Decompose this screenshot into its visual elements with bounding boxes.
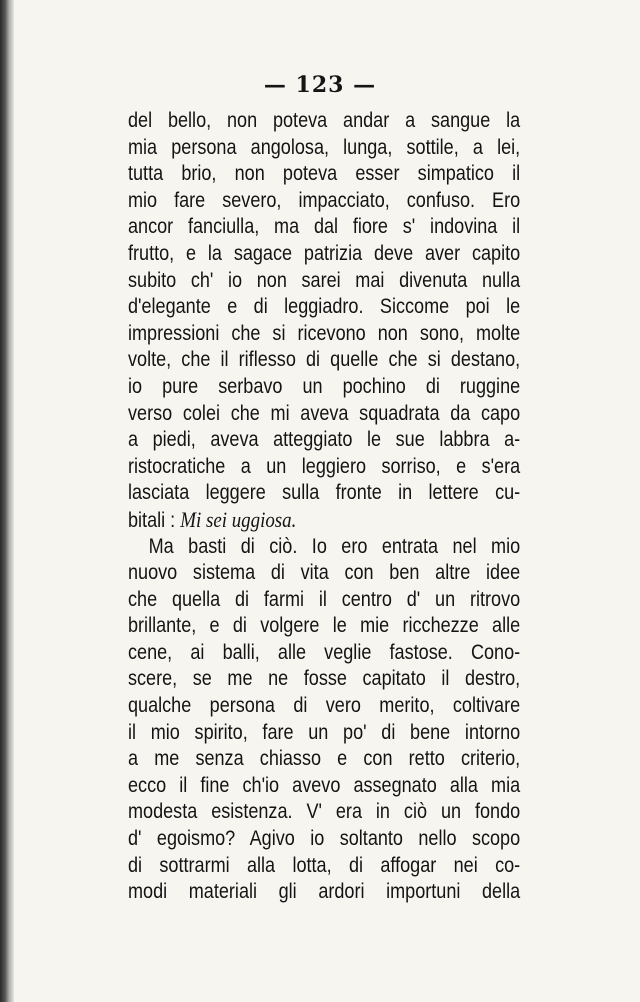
text-line: nuovo sistema di vita con ben altre idee — [128, 561, 521, 585]
text-line: brillante, e di volgere le mie ricchezze alle — [128, 614, 521, 638]
text-line: ancor fanciulla, ma dal fiore s' indovina il — [128, 215, 521, 239]
text-line: di sottrarmi alla lotta, di affogar nei co- — [128, 853, 521, 877]
text-line: che quella di farmi il centro d' un ritrovo — [128, 587, 521, 611]
text-line: d'elegante e di leggiadro. Siccome poi le — [128, 295, 521, 319]
text-line: mia persona angolosa, lunga, sottile, a lei, — [128, 135, 521, 159]
text-line: d' egoismo? Agivo io soltanto nello scopo — [128, 827, 521, 851]
page-number: — 123 — — [263, 72, 377, 98]
text-line: Ma basti di ciò. Io ero entrata nel mio — [148, 534, 521, 558]
text-line: a piedi, aveva atteggiato le sue labbra a- — [128, 428, 521, 452]
text-line: subito ch' io non sarei mai divenuta nulla — [128, 268, 521, 292]
text-line: modi materiali gli ardori importuni della — [128, 880, 521, 904]
text-line-final — [128, 507, 520, 534]
text-line: io pure serbavo un pochino di ruggine — [128, 374, 521, 398]
text-line: mio fare severo, impacciato, confuso. Ero — [128, 188, 521, 212]
text-line: scere, se me ne fosse capitato il destro, — [128, 667, 521, 691]
text-line: impressioni che si ricevono non sono, molte — [128, 321, 521, 345]
text-line: volte, che il riflesso di quelle che si destano, — [128, 348, 521, 372]
text-line: frutto, e la sagace patrizia deve aver capito — [128, 241, 521, 265]
text-fragment: bitali : — [128, 508, 176, 532]
text-line: verso colei che mi aveva squadrata da capo — [128, 401, 521, 425]
text-line: il mio spirito, fare un po' di bene intorno — [128, 720, 521, 744]
paragraph-1 — [128, 108, 520, 534]
text-line: qualche persona di vero merito, coltivare — [128, 694, 521, 718]
body-text — [128, 108, 520, 906]
text-line: ristocratiche a un leggiero sorriso, e s'era — [128, 454, 521, 478]
text-line: ecco il fine ch'io avevo assegnato alla mia — [128, 773, 521, 797]
text-line: lasciata leggere sulla fronte in lettere cu- — [128, 481, 521, 505]
paragraph-2 — [128, 534, 520, 906]
text-line: modesta esistenza. V' era in ciò un fondo — [128, 800, 521, 824]
text-line: del bello, non poteva andar a sangue la — [128, 109, 521, 132]
text-line: tutta brio, non poteva esser simpatico il — [128, 162, 521, 186]
page-binding-edge — [0, 0, 14, 1002]
italic-quote: Mi sei uggiosa. — [180, 506, 297, 532]
text-line: a me senza chiasso e con retto criterio, — [128, 747, 521, 771]
text-line: cene, ai balli, alle veglie fastose. Cono- — [128, 640, 521, 664]
